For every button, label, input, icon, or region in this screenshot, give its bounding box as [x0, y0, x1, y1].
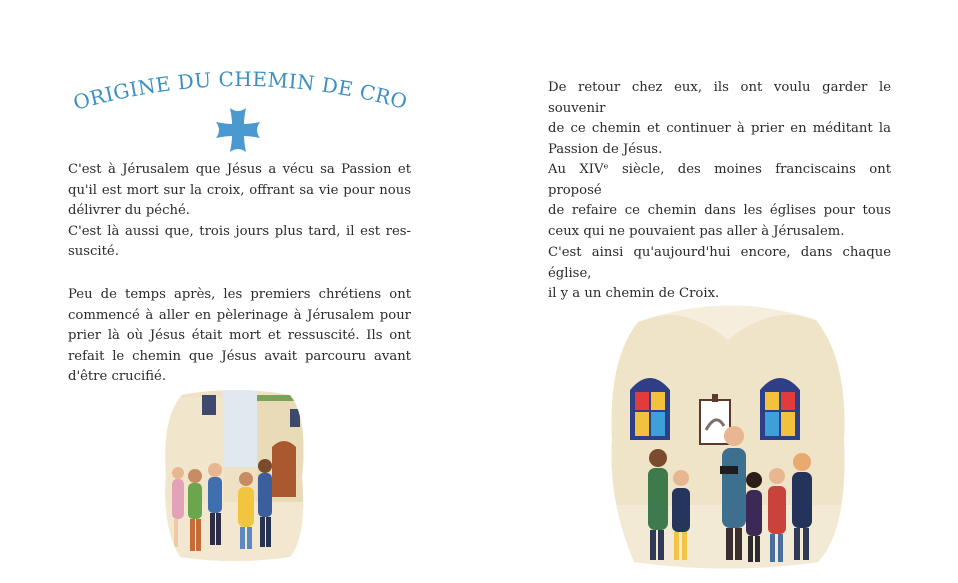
jerusalem-street-illustration: [162, 387, 307, 562]
text-line: Peu de temps après, les premiers chrétiens ont: [68, 287, 411, 302]
text-line: de refaire ce chemin dans les églises pour tous: [548, 203, 891, 219]
left-paragraph-2: [68, 285, 411, 388]
text-line: qu'il est mort sur la croix, offrant sa vie pour nous: [68, 182, 411, 198]
text-line: C'est là aussi que, trois jours plus tard, il est res-: [68, 223, 411, 239]
text-line: suscité.: [68, 244, 119, 260]
text-line: C'est à Jérusalem que Jésus a vécu sa Passion et: [68, 162, 411, 177]
text-line: délivrer du péché.: [68, 203, 190, 219]
text-line: de ce chemin et continuer à prier en méditant la: [548, 121, 891, 137]
text-line: il y a un chemin de Croix.: [548, 286, 720, 302]
church-stations-illustration: [608, 300, 848, 570]
right-paragraph-2: [548, 160, 891, 242]
right-paragraph-1: [548, 78, 891, 160]
text-line: C'est ainsi qu'aujourd'hui encore, dans chaque église,: [548, 245, 891, 281]
text-line: d'être crucifié.: [68, 369, 167, 385]
text-line: refait le chemin que Jésus avait parcouru avant: [68, 348, 411, 364]
blue-cross-icon: [214, 106, 262, 154]
text-line: Au XIVᵉ siècle, des moines franciscains ont proposé: [548, 162, 891, 198]
text-line: commencé à aller en pèlerinage à Jérusalem pour: [68, 307, 411, 323]
left-paragraph-1: [68, 160, 411, 263]
text-line: De retour chez eux, ils ont voulu garder le souvenir: [548, 80, 891, 116]
text-line: Passion de Jésus.: [548, 141, 663, 157]
text-line: ceux qui ne pouvaient pas aller à Jérusalem.: [548, 223, 845, 239]
chapter-title-text: L'ORIGINE DU CHEMIN DE CROIX: [54, 47, 411, 115]
text-line: prier là où Jésus était mort et ressuscité. Ils ont: [68, 328, 411, 344]
right-paragraph-3: [548, 243, 891, 305]
